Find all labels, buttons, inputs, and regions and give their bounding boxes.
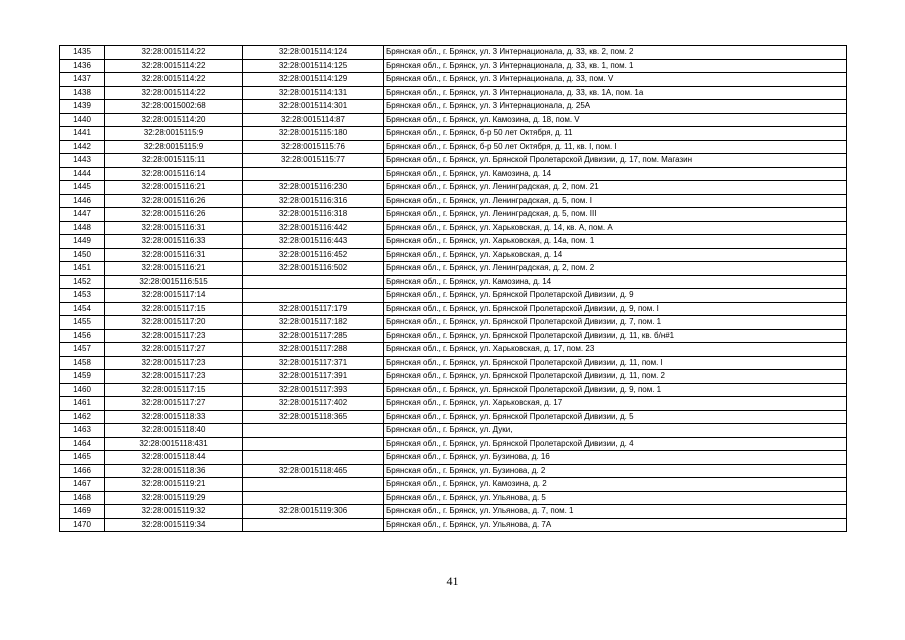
address-cell: Брянская обл., г. Брянск, ул. Ульянова, д. 7, пом. 1	[384, 505, 847, 519]
table-row	[60, 194, 847, 208]
address-cell: Брянская обл., г. Брянск, ул. Харьковская, д. 17, пом. 23	[384, 343, 847, 357]
row-number-cell: 1462	[60, 410, 105, 424]
registry-table	[59, 45, 847, 532]
address-cell: Брянская обл., г. Брянск, ул. 3 Интернационала, д. 33, кв. 2, пом. 2	[384, 46, 847, 60]
address-cell: Брянская обл., г. Брянск, ул. Харьковская, д. 14а, пом. 1	[384, 235, 847, 249]
table-row	[60, 410, 847, 424]
object-cadastral-cell: 32:28:0015114:87	[243, 113, 384, 127]
address-cell: Брянская обл., г. Брянск, ул. Брянской Пролетарской Дивизии, д. 11, кв. б/н#1	[384, 329, 847, 343]
object-cadastral-cell: 32:28:0015116:316	[243, 194, 384, 208]
table-row	[60, 451, 847, 465]
row-number-cell: 1435	[60, 46, 105, 60]
row-number-cell: 1446	[60, 194, 105, 208]
row-number-cell: 1448	[60, 221, 105, 235]
address-cell: Брянская обл., г. Брянск, ул. Брянской Пролетарской Дивизии, д. 4	[384, 437, 847, 451]
object-cadastral-cell: 32:28:0015117:393	[243, 383, 384, 397]
parcel-cadastral-cell: 32:28:0015119:34	[105, 518, 243, 532]
table-row	[60, 505, 847, 519]
object-cadastral-cell: 32:28:0015114:124	[243, 46, 384, 60]
row-number-cell: 1469	[60, 505, 105, 519]
parcel-cadastral-cell: 32:28:0015116:31	[105, 248, 243, 262]
object-cadastral-cell: 32:28:0015118:365	[243, 410, 384, 424]
row-number-cell: 1444	[60, 167, 105, 181]
parcel-cadastral-cell: 32:28:0015114:22	[105, 86, 243, 100]
row-number-cell: 1439	[60, 100, 105, 114]
address-cell: Брянская обл., г. Брянск, ул. Ульянова, д. 7А	[384, 518, 847, 532]
address-cell: Брянская обл., г. Брянск, ул. Камозина, д. 14	[384, 275, 847, 289]
table-row	[60, 437, 847, 451]
address-cell: Брянская обл., г. Брянск, ул. Брянской Пролетарской Дивизии, д. 7, пом. 1	[384, 316, 847, 330]
table-row	[60, 100, 847, 114]
table-row	[60, 59, 847, 73]
object-cadastral-cell	[243, 289, 384, 303]
address-cell: Брянская обл., г. Брянск, ул. Ленинградская, д. 5, пом. III	[384, 208, 847, 222]
table-row	[60, 289, 847, 303]
registry-table-body	[60, 46, 847, 532]
object-cadastral-cell	[243, 478, 384, 492]
object-cadastral-cell: 32:28:0015115:76	[243, 140, 384, 154]
address-cell: Брянская обл., г. Брянск, ул. Камозина, д. 2	[384, 478, 847, 492]
parcel-cadastral-cell: 32:28:0015116:26	[105, 194, 243, 208]
object-cadastral-cell: 32:28:0015117:182	[243, 316, 384, 330]
parcel-cadastral-cell: 32:28:0015117:23	[105, 356, 243, 370]
object-cadastral-cell: 32:28:0015117:402	[243, 397, 384, 411]
address-cell: Брянская обл., г. Брянск, ул. Брянской Пролетарской Дивизии, д. 9	[384, 289, 847, 303]
object-cadastral-cell: 32:28:0015117:371	[243, 356, 384, 370]
object-cadastral-cell	[243, 451, 384, 465]
row-number-cell: 1442	[60, 140, 105, 154]
address-cell: Брянская обл., г. Брянск, ул. Бузинова, д. 16	[384, 451, 847, 465]
parcel-cadastral-cell: 32:28:0015117:23	[105, 370, 243, 384]
parcel-cadastral-cell: 32:28:0015118:431	[105, 437, 243, 451]
row-number-cell: 1454	[60, 302, 105, 316]
object-cadastral-cell: 32:28:0015117:285	[243, 329, 384, 343]
table-row	[60, 518, 847, 532]
address-cell: Брянская обл., г. Брянск, ул. Брянской Пролетарской Дивизии, д. 11, пом. 2	[384, 370, 847, 384]
object-cadastral-cell: 32:28:0015118:465	[243, 464, 384, 478]
parcel-cadastral-cell: 32:28:0015116:21	[105, 181, 243, 195]
table-row	[60, 46, 847, 60]
table-row	[60, 154, 847, 168]
object-cadastral-cell: 32:28:0015116:502	[243, 262, 384, 276]
address-cell: Брянская обл., г. Брянск, ул. Дуки,	[384, 424, 847, 438]
object-cadastral-cell: 32:28:0015116:318	[243, 208, 384, 222]
object-cadastral-cell	[243, 491, 384, 505]
parcel-cadastral-cell: 32:28:0015115:9	[105, 127, 243, 141]
table-row	[60, 329, 847, 343]
table-row	[60, 86, 847, 100]
row-number-cell: 1466	[60, 464, 105, 478]
parcel-cadastral-cell: 32:28:0015118:40	[105, 424, 243, 438]
row-number-cell: 1468	[60, 491, 105, 505]
table-row	[60, 478, 847, 492]
row-number-cell: 1456	[60, 329, 105, 343]
table-row	[60, 221, 847, 235]
object-cadastral-cell: 32:28:0015119:306	[243, 505, 384, 519]
table-row	[60, 73, 847, 87]
address-cell: Брянская обл., г. Брянск, ул. Ульянова, д. 5	[384, 491, 847, 505]
table-row	[60, 397, 847, 411]
parcel-cadastral-cell: 32:28:0015002:68	[105, 100, 243, 114]
row-number-cell: 1437	[60, 73, 105, 87]
parcel-cadastral-cell: 32:28:0015116:14	[105, 167, 243, 181]
parcel-cadastral-cell: 32:28:0015114:20	[105, 113, 243, 127]
table-row	[60, 208, 847, 222]
page-number: 41	[446, 574, 459, 588]
address-cell: Брянская обл., г. Брянск, ул. Брянской Пролетарской Дивизии, д. 9, пом. 1	[384, 383, 847, 397]
parcel-cadastral-cell: 32:28:0015117:14	[105, 289, 243, 303]
parcel-cadastral-cell: 32:28:0015117:23	[105, 329, 243, 343]
table-row	[60, 248, 847, 262]
address-cell: Брянская обл., г. Брянск, ул. 3 Интернационала, д. 33, кв. 1, пом. 1	[384, 59, 847, 73]
row-number-cell: 1457	[60, 343, 105, 357]
object-cadastral-cell: 32:28:0015115:77	[243, 154, 384, 168]
row-number-cell: 1445	[60, 181, 105, 195]
table-row	[60, 275, 847, 289]
parcel-cadastral-cell: 32:28:0015114:22	[105, 73, 243, 87]
object-cadastral-cell: 32:28:0015114:131	[243, 86, 384, 100]
address-cell: Брянская обл., г. Брянск, ул. 3 Интернационала, д. 33, пом. V	[384, 73, 847, 87]
table-row	[60, 491, 847, 505]
address-cell: Брянская обл., г. Брянск, ул. Брянской Пролетарской Дивизии, д. 17, пом. Магазин	[384, 154, 847, 168]
table-row	[60, 140, 847, 154]
parcel-cadastral-cell: 32:28:0015116:31	[105, 221, 243, 235]
parcel-cadastral-cell: 32:28:0015116:21	[105, 262, 243, 276]
parcel-cadastral-cell: 32:28:0015116:515	[105, 275, 243, 289]
row-number-cell: 1464	[60, 437, 105, 451]
row-number-cell: 1447	[60, 208, 105, 222]
row-number-cell: 1450	[60, 248, 105, 262]
address-cell: Брянская обл., г. Брянск, ул. 3 Интернационала, д. 25А	[384, 100, 847, 114]
address-cell: Брянская обл., г. Брянск, ул. Камозина, д. 14	[384, 167, 847, 181]
table-row	[60, 370, 847, 384]
row-number-cell: 1441	[60, 127, 105, 141]
parcel-cadastral-cell: 32:28:0015114:22	[105, 46, 243, 60]
address-cell: Брянская обл., г. Брянск, ул. Харьковская, д. 14, кв. А, пом. А	[384, 221, 847, 235]
address-cell: Брянская обл., г. Брянск, ул. Бузинова, д. 2	[384, 464, 847, 478]
table-row	[60, 262, 847, 276]
parcel-cadastral-cell: 32:28:0015114:22	[105, 59, 243, 73]
object-cadastral-cell: 32:28:0015115:180	[243, 127, 384, 141]
object-cadastral-cell: 32:28:0015116:442	[243, 221, 384, 235]
parcel-cadastral-cell: 32:28:0015117:15	[105, 383, 243, 397]
object-cadastral-cell	[243, 167, 384, 181]
address-cell: Брянская обл., г. Брянск, б-р 50 лет Октября, д. 11, кв. I, пом. I	[384, 140, 847, 154]
row-number-cell: 1449	[60, 235, 105, 249]
row-number-cell: 1438	[60, 86, 105, 100]
row-number-cell: 1470	[60, 518, 105, 532]
object-cadastral-cell: 32:28:0015114:301	[243, 100, 384, 114]
row-number-cell: 1443	[60, 154, 105, 168]
object-cadastral-cell	[243, 424, 384, 438]
parcel-cadastral-cell: 32:28:0015118:33	[105, 410, 243, 424]
row-number-cell: 1455	[60, 316, 105, 330]
row-number-cell: 1436	[60, 59, 105, 73]
row-number-cell: 1453	[60, 289, 105, 303]
parcel-cadastral-cell: 32:28:0015117:20	[105, 316, 243, 330]
address-cell: Брянская обл., г. Брянск, ул. Ленинградская, д. 2, пом. 21	[384, 181, 847, 195]
parcel-cadastral-cell: 32:28:0015119:21	[105, 478, 243, 492]
parcel-cadastral-cell: 32:28:0015117:27	[105, 343, 243, 357]
address-cell: Брянская обл., г. Брянск, ул. Камозина, д. 18, пом. V	[384, 113, 847, 127]
table-row	[60, 316, 847, 330]
parcel-cadastral-cell: 32:28:0015115:9	[105, 140, 243, 154]
row-number-cell: 1461	[60, 397, 105, 411]
table-row	[60, 113, 847, 127]
object-cadastral-cell: 32:28:0015114:125	[243, 59, 384, 73]
table-row	[60, 167, 847, 181]
parcel-cadastral-cell: 32:28:0015119:29	[105, 491, 243, 505]
row-number-cell: 1458	[60, 356, 105, 370]
table-row	[60, 302, 847, 316]
table-row	[60, 424, 847, 438]
parcel-cadastral-cell: 32:28:0015115:11	[105, 154, 243, 168]
row-number-cell: 1459	[60, 370, 105, 384]
table-row	[60, 464, 847, 478]
row-number-cell: 1440	[60, 113, 105, 127]
address-cell: Брянская обл., г. Брянск, ул. Ленинградская, д. 2, пом. 2	[384, 262, 847, 276]
row-number-cell: 1451	[60, 262, 105, 276]
object-cadastral-cell: 32:28:0015117:391	[243, 370, 384, 384]
object-cadastral-cell	[243, 437, 384, 451]
table-row	[60, 383, 847, 397]
address-cell: Брянская обл., г. Брянск, ул. Харьковская, д. 14	[384, 248, 847, 262]
object-cadastral-cell: 32:28:0015116:443	[243, 235, 384, 249]
parcel-cadastral-cell: 32:28:0015116:33	[105, 235, 243, 249]
table-row	[60, 127, 847, 141]
address-cell: Брянская обл., г. Брянск, ул. Брянской Пролетарской Дивизии, д. 5	[384, 410, 847, 424]
address-cell: Брянская обл., г. Брянск, б-р 50 лет Октября, д. 11	[384, 127, 847, 141]
object-cadastral-cell	[243, 518, 384, 532]
address-cell: Брянская обл., г. Брянск, ул. Ленинградская, д. 5, пом. I	[384, 194, 847, 208]
object-cadastral-cell: 32:28:0015117:179	[243, 302, 384, 316]
table-row	[60, 356, 847, 370]
object-cadastral-cell: 32:28:0015116:452	[243, 248, 384, 262]
table-row	[60, 235, 847, 249]
object-cadastral-cell	[243, 275, 384, 289]
row-number-cell: 1463	[60, 424, 105, 438]
row-number-cell: 1460	[60, 383, 105, 397]
address-cell: Брянская обл., г. Брянск, ул. Брянской Пролетарской Дивизии, д. 9, пом. I	[384, 302, 847, 316]
row-number-cell: 1467	[60, 478, 105, 492]
parcel-cadastral-cell: 32:28:0015119:32	[105, 505, 243, 519]
object-cadastral-cell: 32:28:0015114:129	[243, 73, 384, 87]
table-row	[60, 181, 847, 195]
parcel-cadastral-cell: 32:28:0015118:36	[105, 464, 243, 478]
table-row	[60, 343, 847, 357]
object-cadastral-cell: 32:28:0015116:230	[243, 181, 384, 195]
row-number-cell: 1452	[60, 275, 105, 289]
address-cell: Брянская обл., г. Брянск, ул. Брянской Пролетарской Дивизии, д. 11, пом. I	[384, 356, 847, 370]
address-cell: Брянская обл., г. Брянск, ул. 3 Интернационала, д. 33, кв. 1А, пом. 1а	[384, 86, 847, 100]
address-cell: Брянская обл., г. Брянск, ул. Харьковская, д. 17	[384, 397, 847, 411]
parcel-cadastral-cell: 32:28:0015117:27	[105, 397, 243, 411]
parcel-cadastral-cell: 32:28:0015117:15	[105, 302, 243, 316]
row-number-cell: 1465	[60, 451, 105, 465]
parcel-cadastral-cell: 32:28:0015116:26	[105, 208, 243, 222]
object-cadastral-cell: 32:28:0015117:288	[243, 343, 384, 357]
parcel-cadastral-cell: 32:28:0015118:44	[105, 451, 243, 465]
